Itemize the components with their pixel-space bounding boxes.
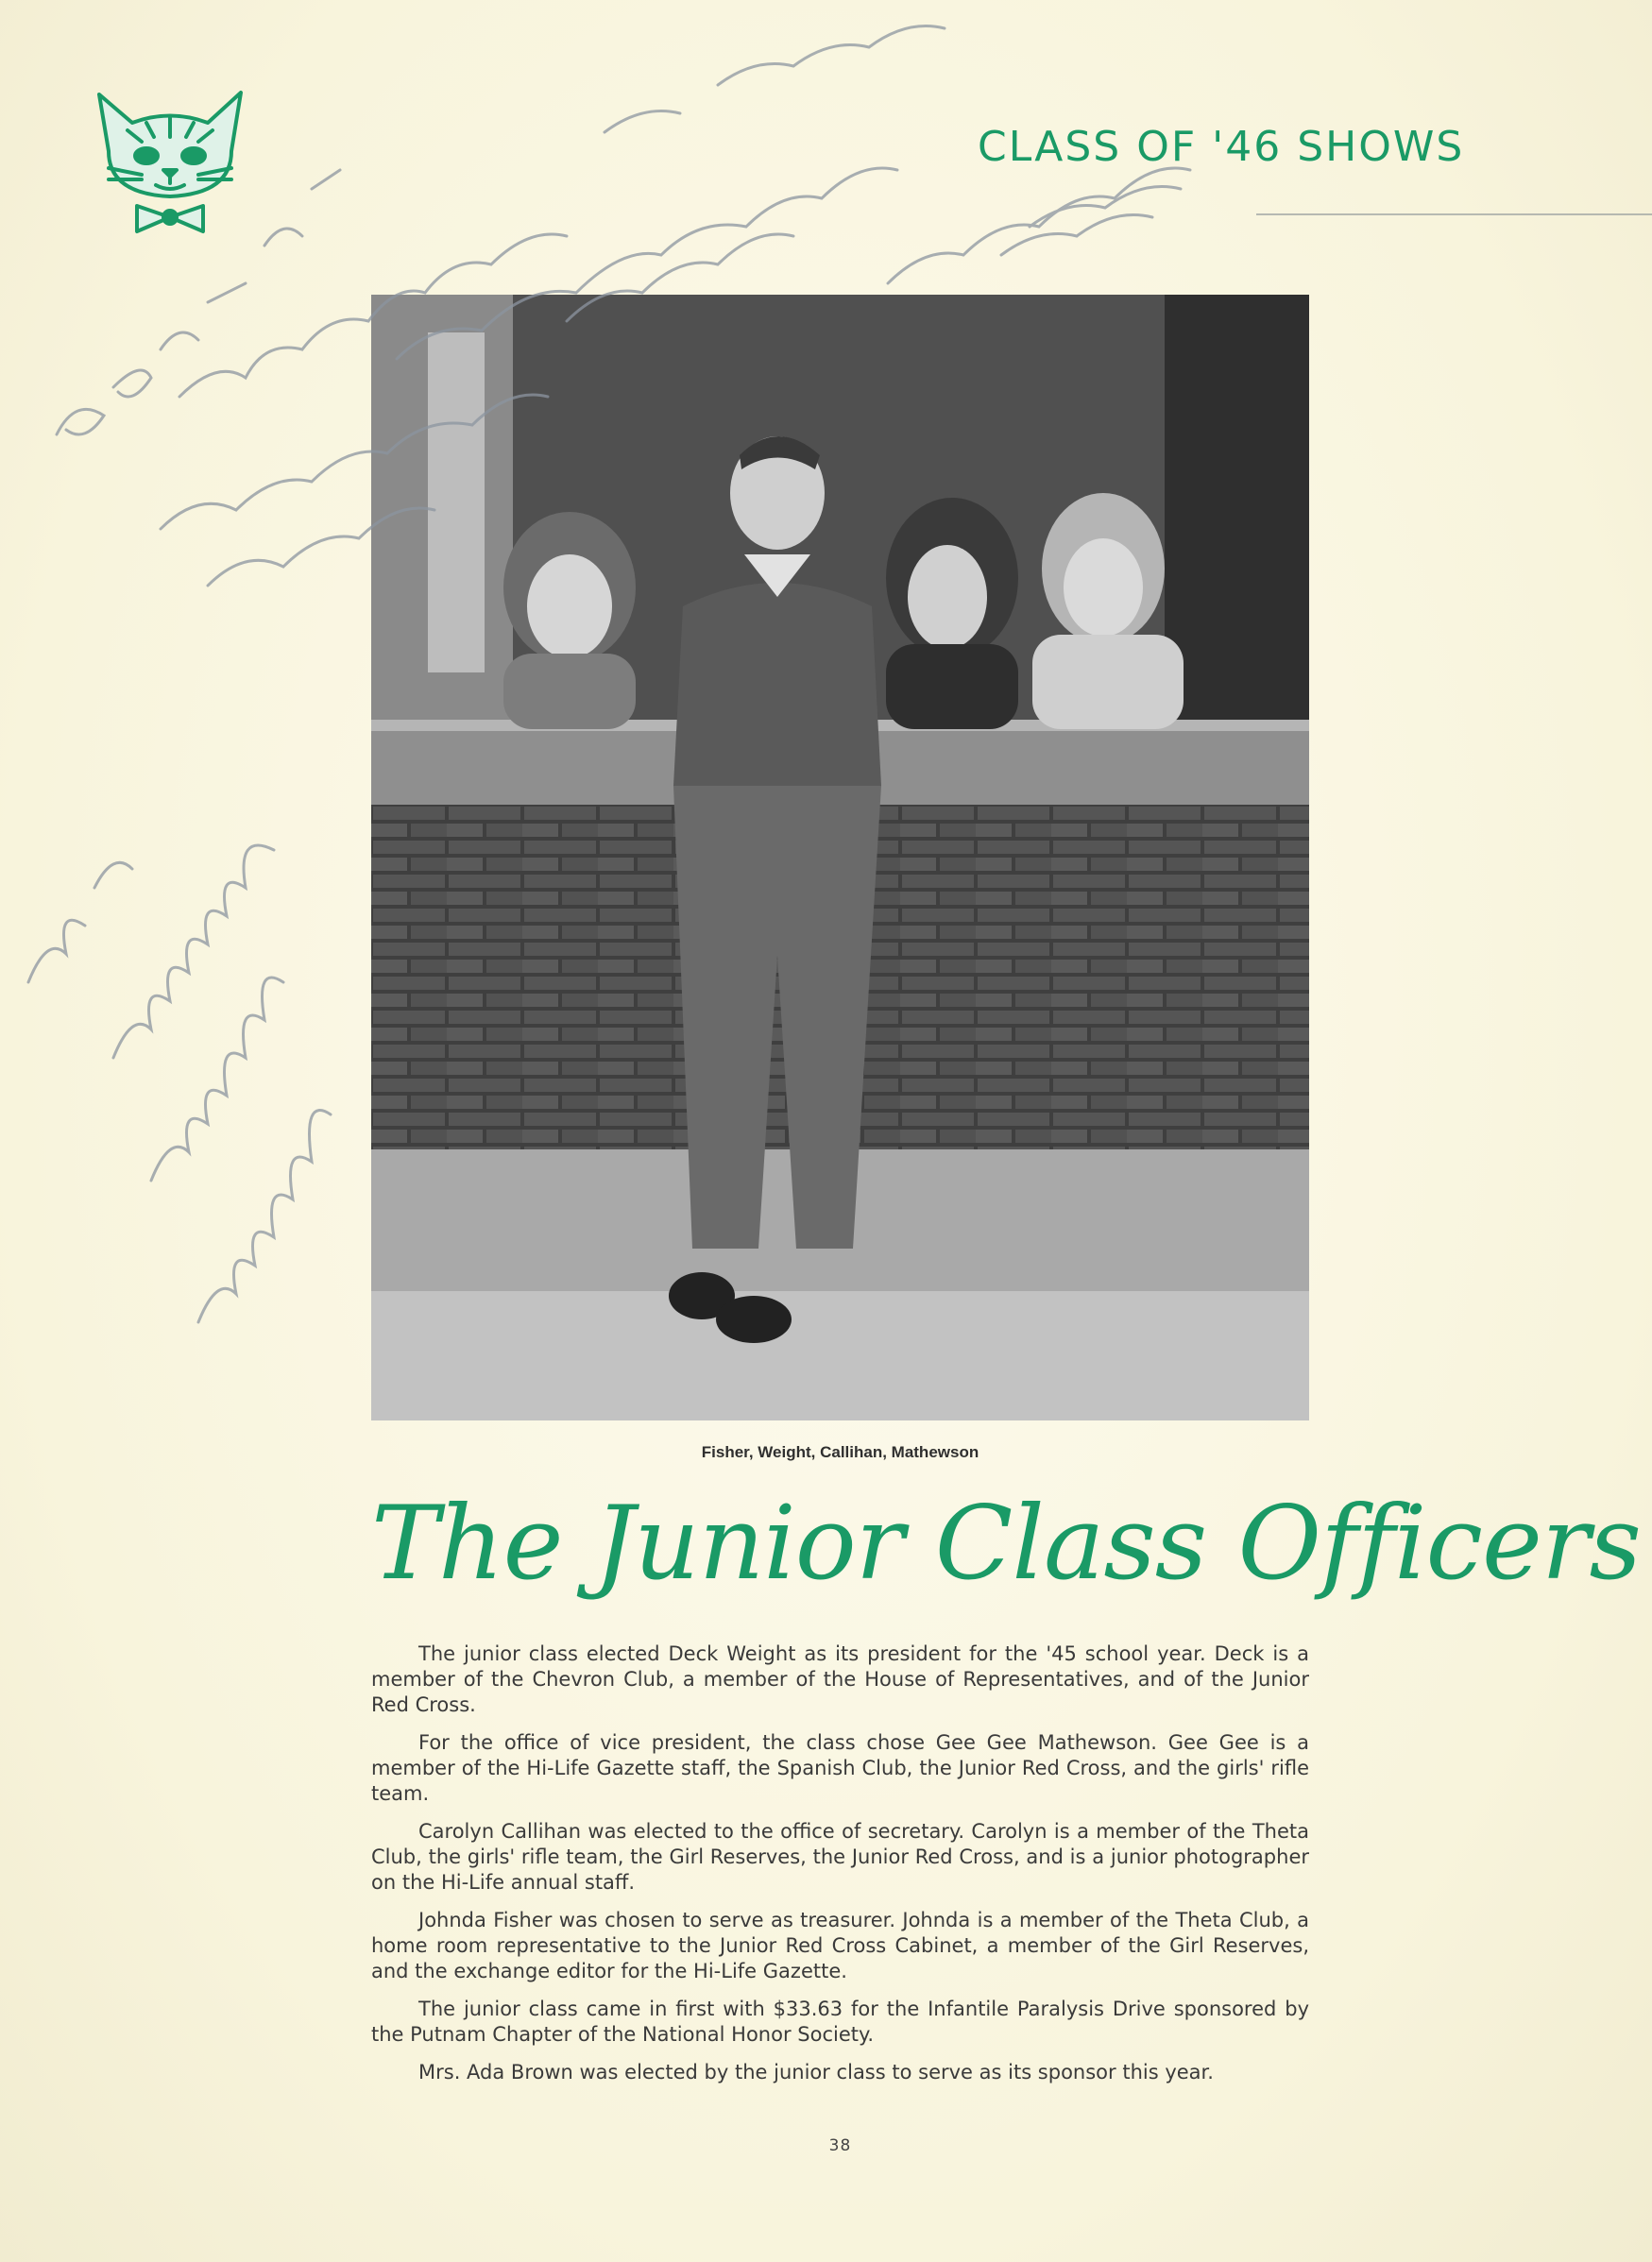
article-body (371, 1641, 1309, 2098)
photo-caption: Fisher, Weight, Callihan, Mathewson (701, 1443, 979, 1461)
cat-with-bowtie-icon (90, 85, 250, 236)
article-paragraph: For the office of vice president, the class chose Gee Gee Mathewson. Gee Gee is a member of the Hi-Life Gazette staff, the Spanish Club, the Junior Red Cross, and the girls' rifle team. (371, 1731, 1309, 1805)
article-paragraph: Johnda Fisher was chosen to serve as treasurer. Johnda is a member of the Theta Club, a home room representative to the Junior Red Cross Cabinet, a member of the Girl Reserves, and the exchange editor for the Hi-Life Gazette. (371, 1909, 1309, 1982)
article-paragraph: The junior class elected Deck Weight as its president for the '45 school year. Deck is a member of the Chevron Club, a member of the House of Representatives, and of the Junior Red Cross. (371, 1642, 1309, 1716)
section-header-title: CLASS OF '46 SHOWS (978, 123, 1465, 171)
group-photo (371, 295, 1309, 1420)
article-paragraph: The junior class came in first with $33.63 for the Infantile Paralysis Drive sponsored by the Putnam Chapter of the National Honor Society. (371, 1998, 1309, 2046)
article-title: The Junior Class Officers (371, 1485, 1641, 1603)
article-paragraph: Carolyn Callihan was elected to the office of secretary. Carolyn is a member of the Theta Club, the girls' rifle team, the Girl Reserves, the Junior Red Cross, and is a junior photographer on the Hi-Life annual staff. (371, 1820, 1309, 1894)
page-number: 38 (828, 2136, 852, 2155)
article-paragraph: Mrs. Ada Brown was elected by the junior class to serve as its sponsor this year. (418, 2061, 1214, 2083)
header-rule (1256, 213, 1652, 215)
